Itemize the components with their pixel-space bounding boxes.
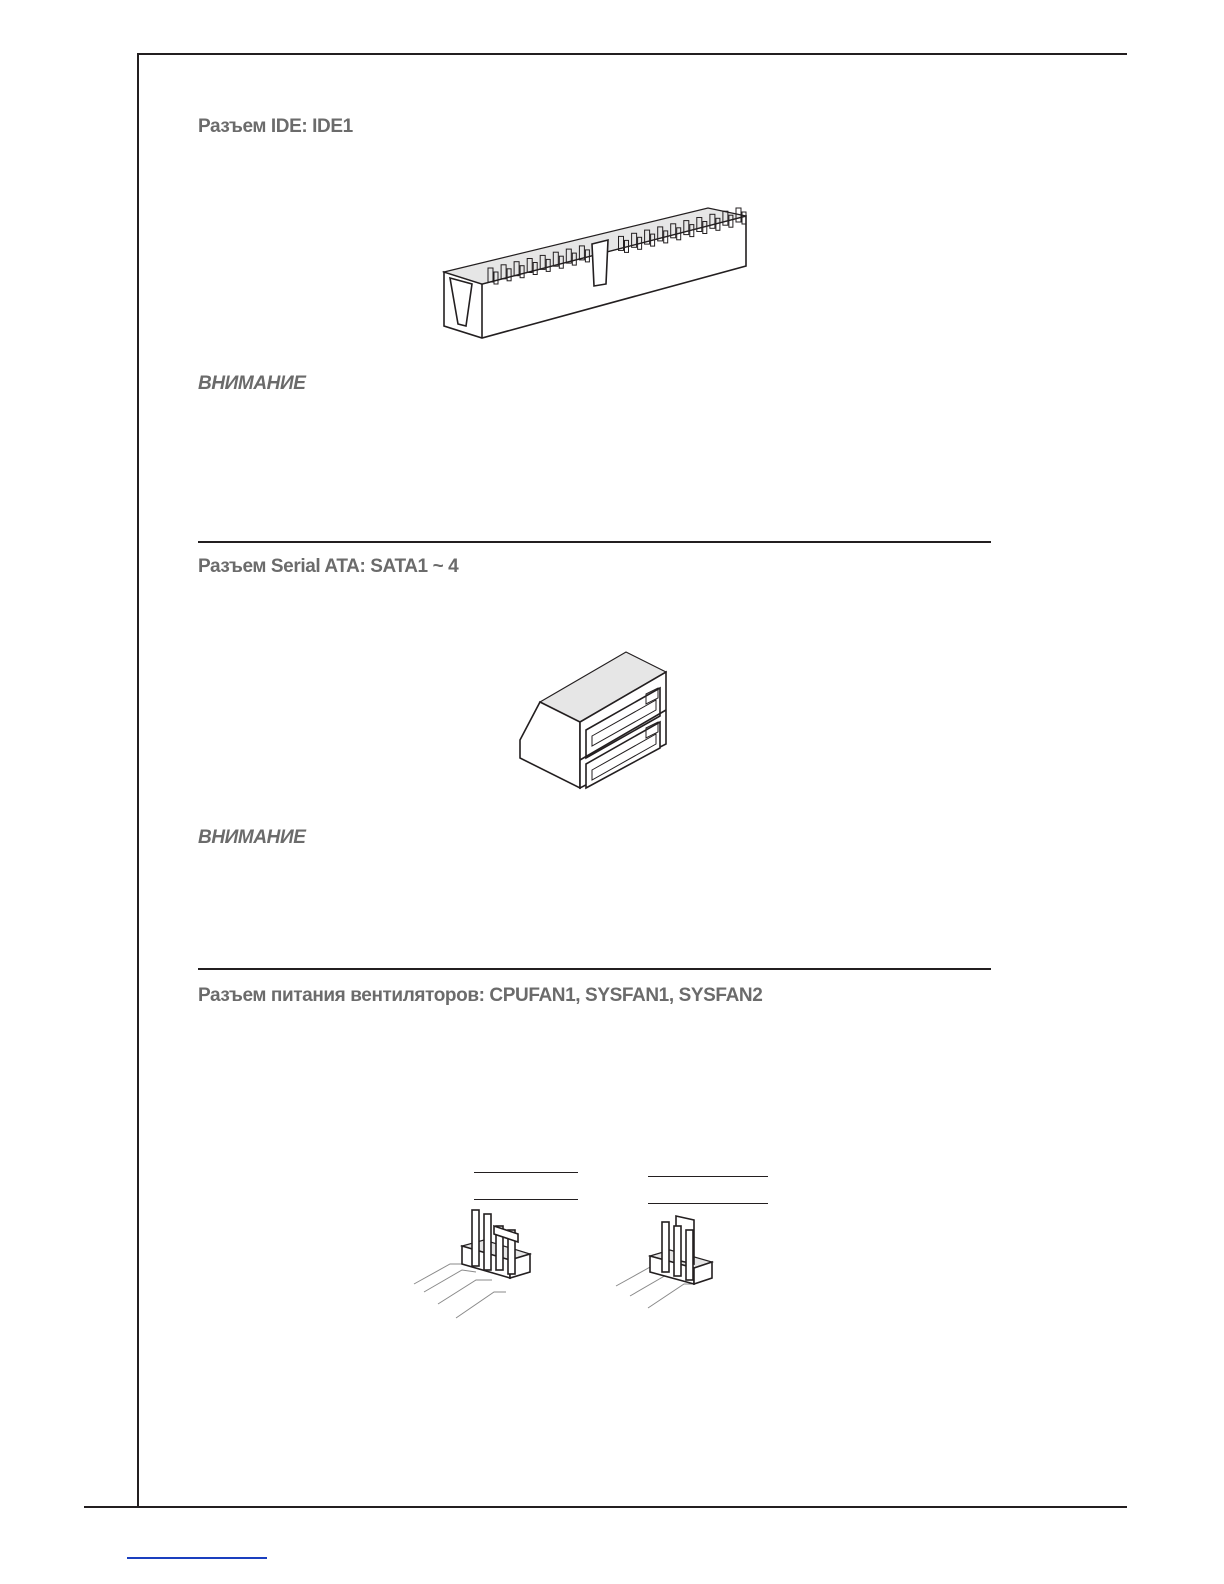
ide-section-title: Разъем IDE: IDE1 (198, 116, 353, 137)
fan-section-title: Разъем питания вентиляторов: CPUFAN1, SYSFAN1, SYSFAN2 (198, 985, 763, 1006)
section-divider-1 (198, 541, 991, 543)
fan-3pin-label-line-2 (648, 1203, 768, 1204)
ide-connector-illustration (436, 200, 756, 350)
page-frame-bottom-rule (84, 1506, 1127, 1508)
ide-notice-label: ВНИМАНИЕ (198, 373, 306, 394)
page-frame-left-rule (137, 53, 139, 1508)
fan-3pin-label-line-1 (648, 1176, 768, 1177)
section-divider-2 (198, 968, 991, 970)
sata-connector-illustration (518, 648, 678, 798)
sata-notice-label: ВНИМАНИЕ (198, 827, 306, 848)
footer-link-underline[interactable] (127, 1557, 267, 1559)
page-frame-top-rule (137, 53, 1127, 55)
fan-4pin-connector-illustration (410, 1200, 550, 1330)
fan-4pin-label-line-1 (474, 1172, 578, 1173)
fan-3pin-connector-illustration (612, 1206, 732, 1326)
sata-section-title: Разъем Serial ATA: SATA1 ~ 4 (198, 556, 459, 577)
